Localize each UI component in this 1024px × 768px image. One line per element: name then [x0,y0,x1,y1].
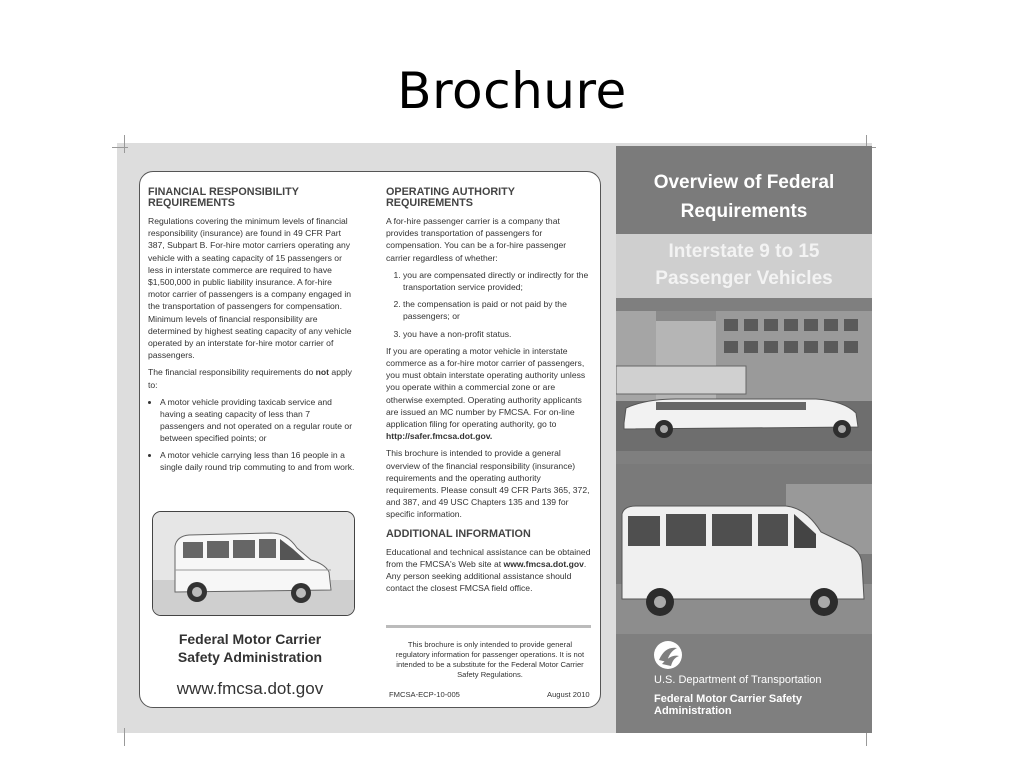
operating-criteria-list [386,269,592,340]
document-number: FMCSA-ECP-10-005 [389,690,460,699]
dot-logo-icon [653,640,683,670]
brochure-cover-panel [616,146,872,733]
crop-mark [112,147,128,148]
fmcsa-link: www.fmcsa.dot.gov [503,558,584,569]
department-name: U.S. Department of Transportation [654,674,822,686]
additional-heading: ADDITIONAL INFORMATION [386,527,531,540]
operating-authority-paragraph: If you are operating a motor vehicle in interstate commerce as a for-hire motor carrier of passengers, you must obtain interstate operating authority unless you operate within a commercial zone or are otherwise exempted. Operating authority applicants are issued an MC number by FMCSA. For on-line application filing for operating authority, go to http://safer.fmcsa.dot.gov. [386,345,586,442]
footer-divider [386,625,591,628]
crop-mark [124,728,125,746]
financial-heading: FINANCIAL RESPONSIBILITY REQUIREMENTS [148,186,299,209]
crop-mark [124,135,125,153]
overview-paragraph: This brochure is intended to provide a general overview of the financial responsibility (insurance) requirements and the operating authority requirements. Please consult 49 CFR Parts 365, 372, and 387, and 49 USC Chapters 135 and 139 for specific information. [386,448,590,520]
list-item: • A motor vehicle providing taxicab service and having a seating capacity of less than 7 passengers and not operated on a regular route or between specified points; or [160,396,356,445]
cover-subtitle: Interstate 9 to 15 Passenger Vehicles [655,241,833,289]
cover-title: Overview of Federal Requirements [653,172,835,222]
financial-not-apply: The financial responsibility requirements do not apply to: [148,367,352,390]
list-item: 2. the compensation is paid or not paid by the passengers; or [403,298,592,322]
agency-name: Federal Motor Carrier Safety Administration [177,631,323,665]
additional-paragraph: Educational and technical assistance can be obtained from the FMCSA's Web site at www.fmcsa.dot.gov. Any person seeking additional assistance should contact the closest FMCSA field office. [386,546,591,594]
passenger-van-photo [616,464,872,634]
safer-link: http://safer.fmcsa.dot.gov. [386,431,493,442]
list-item: • A motor vehicle carrying less than 16 people in a single daily round trip commuting to and from work. [160,449,356,473]
administration-name: Federal Motor Carrier Safety Administration [654,693,802,717]
slide-title: Brochure [397,62,627,120]
operating-heading: OPERATING AUTHORITY REQUIREMENTS [386,186,515,209]
financial-exemptions-list [148,396,356,473]
operating-intro: A for-hire passenger carrier is a company that provides transportation of passengers for compensation. You can be a for-hire passenger carrier regardless of whether: [386,216,567,263]
list-item: 3. you have a non-profit status. [403,328,592,340]
publication-date: August 2010 [547,690,590,699]
operating-column [386,187,592,599]
list-item: 1. you are compensated directly or indirectly for the transportation service provided; [403,269,592,293]
van-illustration-frame [152,511,355,616]
financial-column [148,187,356,477]
passenger-van-image [153,512,354,615]
limousine-photo [616,311,872,451]
agency-website: www.fmcsa.dot.gov [176,679,324,698]
disclaimer-text: This brochure is only intended to provide general regulatory information for passenger operations. It is not intended to be a substitute for the Federal Motor Carrier Safety Regulations. [395,640,585,679]
financial-intro: Regulations covering the minimum levels of financial responsibility (insurance) are found in 49 CFR Part 387, Subpart B. For-hire motor carriers operating any vehicle with a seating capacity of 15 passengers or less in interstate commerce are required to have $1,500,000 in public liability insurance. A for-hire motor carrier of passengers is a company engaged in the transportation of passengers for compensation. Minimum levels of financial responsibility are determined by highest seating capacity of any vehicle operated by an interstate for-hire motor carrier of passengers. [148,216,352,361]
